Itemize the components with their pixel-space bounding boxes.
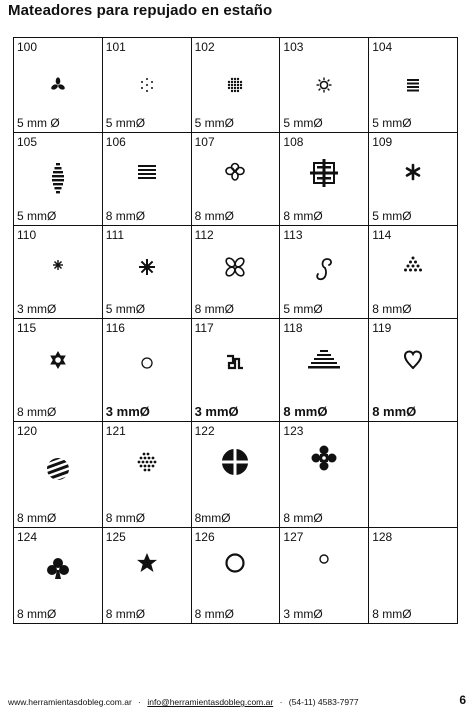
catalog-cell bbox=[280, 319, 369, 422]
catalog-cell bbox=[102, 133, 191, 226]
item-number: 114 bbox=[372, 228, 392, 242]
item-number: 101 bbox=[105, 40, 126, 54]
diameter-label: 8 mmØ bbox=[372, 404, 417, 419]
item-number: 104 bbox=[372, 40, 393, 54]
small-ring-icon bbox=[318, 553, 330, 565]
item-number: 108 bbox=[283, 135, 304, 149]
footer bbox=[8, 697, 359, 707]
catalog-cell bbox=[280, 422, 369, 528]
ring-icon bbox=[224, 552, 246, 574]
catalog-cell bbox=[191, 133, 280, 226]
diameter-label: 5 mmØ bbox=[372, 116, 412, 130]
item-number: 121 bbox=[105, 424, 126, 438]
separator: · bbox=[279, 697, 283, 707]
dotted-disc-icon bbox=[136, 451, 158, 473]
diameter-label: 8 mmØ bbox=[372, 302, 412, 316]
clover-cross-icon bbox=[310, 444, 338, 472]
catalog-cell-empty bbox=[369, 422, 458, 528]
catalog-cell bbox=[369, 319, 458, 422]
striped-oval-icon bbox=[51, 162, 65, 196]
small-star-icon bbox=[52, 259, 64, 271]
diameter-label: 5 mmØ bbox=[283, 302, 323, 316]
circle-icon bbox=[140, 356, 154, 370]
item-number: 109 bbox=[372, 135, 393, 149]
item-number: 112 bbox=[194, 228, 214, 242]
striped-ball-icon bbox=[45, 456, 71, 482]
diameter-label: 8 mmØ bbox=[105, 209, 146, 223]
horizontal-lines-icon bbox=[406, 78, 420, 92]
item-number: 115 bbox=[17, 321, 37, 335]
item-number: 119 bbox=[372, 321, 392, 335]
diameter-label: 3 mmØ bbox=[17, 302, 57, 316]
item-number: 107 bbox=[194, 135, 215, 149]
diameter-label: 8 mmØ bbox=[17, 607, 57, 621]
catalog-cell bbox=[369, 528, 458, 624]
table-row bbox=[14, 226, 458, 319]
fret-icon bbox=[225, 354, 245, 370]
email-link[interactable]: info@herramientasdobleg.com.ar bbox=[147, 697, 274, 707]
star-icon bbox=[136, 552, 158, 574]
item-number: 111 bbox=[105, 228, 125, 242]
stamp-catalog-table bbox=[13, 37, 458, 624]
item-number: 102 bbox=[194, 40, 215, 54]
item-number: 128 bbox=[372, 530, 393, 544]
table-row bbox=[14, 133, 458, 226]
diameter-label: 5 mmØ bbox=[105, 116, 146, 130]
diameter-label: 8 mmØ bbox=[194, 302, 234, 316]
item-number: 117 bbox=[194, 321, 214, 335]
diameter-label: 8 mmØ bbox=[194, 607, 234, 621]
flower-icon bbox=[224, 162, 246, 182]
item-number: 120 bbox=[17, 424, 38, 438]
four-petal-icon bbox=[224, 256, 246, 278]
page-number: 6 bbox=[459, 693, 466, 707]
separator: · bbox=[138, 697, 141, 707]
propeller-icon bbox=[50, 77, 66, 93]
table-row bbox=[14, 38, 458, 133]
catalog-cell bbox=[102, 422, 191, 528]
catalog-cell bbox=[102, 319, 191, 422]
catalog-cell bbox=[191, 319, 280, 422]
diameter-label: 5 mmØ bbox=[105, 302, 146, 316]
diameter-label: 8 mmØ bbox=[17, 405, 57, 419]
diameter-label: 5 mm Ø bbox=[17, 116, 60, 130]
catalog-cell bbox=[102, 528, 191, 624]
phone-number: (54-11) 4583-7977 bbox=[288, 697, 359, 707]
dot-triangle-icon bbox=[403, 255, 423, 275]
crescent-moon-icon bbox=[410, 551, 424, 567]
catalog-cell bbox=[280, 38, 369, 133]
quartered-disc-icon bbox=[220, 447, 250, 477]
catalog-cell bbox=[280, 528, 369, 624]
diameter-label: 3 mmØ bbox=[105, 404, 150, 419]
table-row bbox=[14, 528, 458, 624]
catalog-cell bbox=[102, 226, 191, 319]
diameter-label: 8 mmØ bbox=[105, 607, 146, 621]
catalog-cell bbox=[191, 38, 280, 133]
diameter-label: 3 mmØ bbox=[194, 404, 239, 419]
club-icon bbox=[46, 556, 70, 580]
catalog-cell bbox=[191, 528, 280, 624]
table-row bbox=[14, 422, 458, 528]
item-number: 116 bbox=[105, 321, 125, 335]
catalog-cell bbox=[14, 133, 103, 226]
item-number: 113 bbox=[283, 228, 303, 242]
diameter-label: 5 mmØ bbox=[17, 209, 57, 223]
catalog-cell bbox=[14, 319, 103, 422]
diameter-label: 8 mmØ bbox=[194, 209, 234, 223]
item-number: 100 bbox=[17, 40, 38, 54]
catalog-cell bbox=[369, 38, 458, 133]
item-number: 125 bbox=[105, 530, 126, 544]
item-number: 123 bbox=[283, 424, 304, 438]
four-lines-icon bbox=[137, 164, 157, 180]
diameter-label: 8 mmØ bbox=[283, 511, 323, 525]
diameter-label: 8 mmØ bbox=[372, 607, 412, 621]
catalog-cell bbox=[369, 226, 458, 319]
catalog-cell bbox=[191, 226, 280, 319]
item-number: 118 bbox=[283, 321, 303, 335]
item-number: 122 bbox=[194, 424, 215, 438]
item-number: 127 bbox=[283, 530, 304, 544]
woven-square-icon bbox=[310, 159, 338, 187]
asterisk-icon bbox=[404, 163, 422, 181]
heart-icon bbox=[404, 350, 422, 370]
page-title: Mateadores para repujado en estaño bbox=[8, 2, 273, 19]
catalog-cell bbox=[191, 422, 280, 528]
catalog-cell bbox=[14, 226, 103, 319]
dots-circle-icon bbox=[139, 77, 155, 93]
catalog-cell bbox=[280, 226, 369, 319]
website-link[interactable]: www.herramientasdobleg.com.ar bbox=[8, 697, 132, 707]
item-number: 126 bbox=[194, 530, 215, 544]
item-number: 105 bbox=[17, 135, 38, 149]
sun-icon bbox=[316, 77, 332, 93]
item-number: 103 bbox=[283, 40, 304, 54]
item-number: 110 bbox=[17, 228, 37, 242]
catalog-cell bbox=[369, 133, 458, 226]
item-number: 124 bbox=[17, 530, 38, 544]
swirl-icon bbox=[313, 256, 335, 282]
item-number: 106 bbox=[105, 135, 126, 149]
dotted-disc-icon bbox=[226, 76, 244, 94]
stepped-pyramid-icon bbox=[307, 349, 341, 371]
catalog-cell bbox=[280, 133, 369, 226]
diameter-label: 8 mmØ bbox=[105, 511, 146, 525]
diameter-label: 8 mmØ bbox=[17, 511, 57, 525]
diameter-label: 5 mmØ bbox=[372, 209, 412, 223]
hexagram-icon bbox=[48, 350, 68, 370]
star-burst-icon bbox=[138, 258, 156, 276]
diameter-label: 5 mmØ bbox=[283, 116, 323, 130]
diameter-label: 3 mmØ bbox=[283, 607, 323, 621]
diameter-label: 8mmØ bbox=[194, 511, 231, 525]
diameter-label: 8 mmØ bbox=[283, 404, 328, 419]
diameter-label: 8 mmØ bbox=[283, 209, 323, 223]
catalog-cell bbox=[14, 528, 103, 624]
catalog-cell bbox=[102, 38, 191, 133]
catalog-cell bbox=[14, 422, 103, 528]
diameter-label: 5 mmØ bbox=[194, 116, 234, 130]
catalog-cell bbox=[14, 38, 103, 133]
table-row bbox=[14, 319, 458, 422]
